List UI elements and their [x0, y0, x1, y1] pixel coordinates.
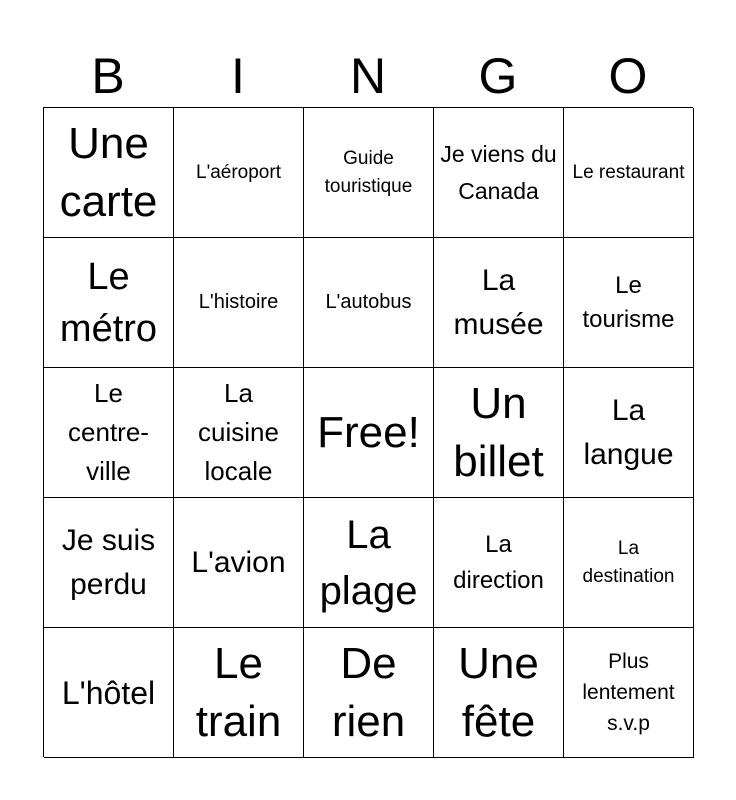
cell-text: De rien	[331, 638, 406, 746]
bingo-cell[interactable]	[304, 108, 434, 238]
bingo-cell[interactable]	[434, 498, 564, 628]
cell-text: Le métro	[59, 255, 158, 350]
cell-text: L'hôtel	[61, 674, 156, 711]
cell-text: L'histoire	[198, 291, 279, 313]
bingo-cell[interactable]	[174, 108, 304, 238]
cell-text: Le train	[195, 638, 282, 746]
bingo-cell[interactable]	[44, 368, 174, 498]
header-letter-i: I	[231, 48, 245, 104]
bingo-cell[interactable]	[174, 628, 304, 758]
cell-text: Un billet	[453, 378, 544, 486]
cell-text: Je suis perdu	[61, 523, 156, 601]
cell-text: L'autobus	[325, 291, 412, 313]
cell-text: Une carte	[59, 118, 158, 226]
bingo-grid	[43, 107, 693, 757]
bingo-cell[interactable]	[564, 368, 694, 498]
cell-text: Une fête	[458, 638, 539, 746]
free-cell[interactable]	[304, 368, 434, 498]
cell-text: Free!	[317, 407, 420, 457]
bingo-cell[interactable]	[564, 498, 694, 628]
bingo-cell[interactable]	[434, 108, 564, 238]
bingo-cell[interactable]	[564, 238, 694, 368]
cell-text: La direction	[453, 530, 544, 594]
header-letter-b: B	[91, 48, 125, 104]
header-letter-g: G	[478, 48, 518, 104]
cell-text: Je viens du Canada	[440, 140, 557, 204]
bingo-cell[interactable]	[44, 498, 174, 628]
cell-text: La langue	[583, 393, 674, 471]
bingo-cell[interactable]	[434, 628, 564, 758]
bingo-cell[interactable]	[304, 238, 434, 368]
cell-text: La plage	[319, 512, 418, 613]
bingo-cell[interactable]	[44, 108, 174, 238]
bingo-cell[interactable]	[564, 628, 694, 758]
cell-text: La musée	[453, 263, 544, 341]
cell-text: Le centre-ville	[68, 378, 149, 486]
cell-text: Le restaurant	[572, 161, 685, 183]
cell-text: Guide touristique	[324, 147, 413, 197]
bingo-cell[interactable]	[434, 238, 564, 368]
bingo-cell[interactable]	[564, 108, 694, 238]
cell-text: L'avion	[191, 545, 286, 579]
bingo-cell[interactable]	[44, 628, 174, 758]
header-letter-n: N	[349, 48, 387, 104]
bingo-cell[interactable]	[434, 368, 564, 498]
cell-text: La cuisine locale	[198, 378, 279, 486]
header-letter-o: O	[608, 48, 648, 104]
cell-text: Plus lentement s.v.p	[582, 650, 675, 735]
bingo-cell[interactable]	[174, 368, 304, 498]
cell-text: L'aéroport	[196, 161, 281, 183]
bingo-cell[interactable]	[44, 238, 174, 368]
cell-text: La destination	[582, 537, 675, 587]
bingo-cell[interactable]	[304, 628, 434, 758]
cell-text: Le tourisme	[582, 271, 675, 333]
bingo-cell[interactable]	[174, 238, 304, 368]
bingo-cell[interactable]	[304, 498, 434, 628]
bingo-cell[interactable]	[174, 498, 304, 628]
bingo-header	[43, 44, 693, 108]
